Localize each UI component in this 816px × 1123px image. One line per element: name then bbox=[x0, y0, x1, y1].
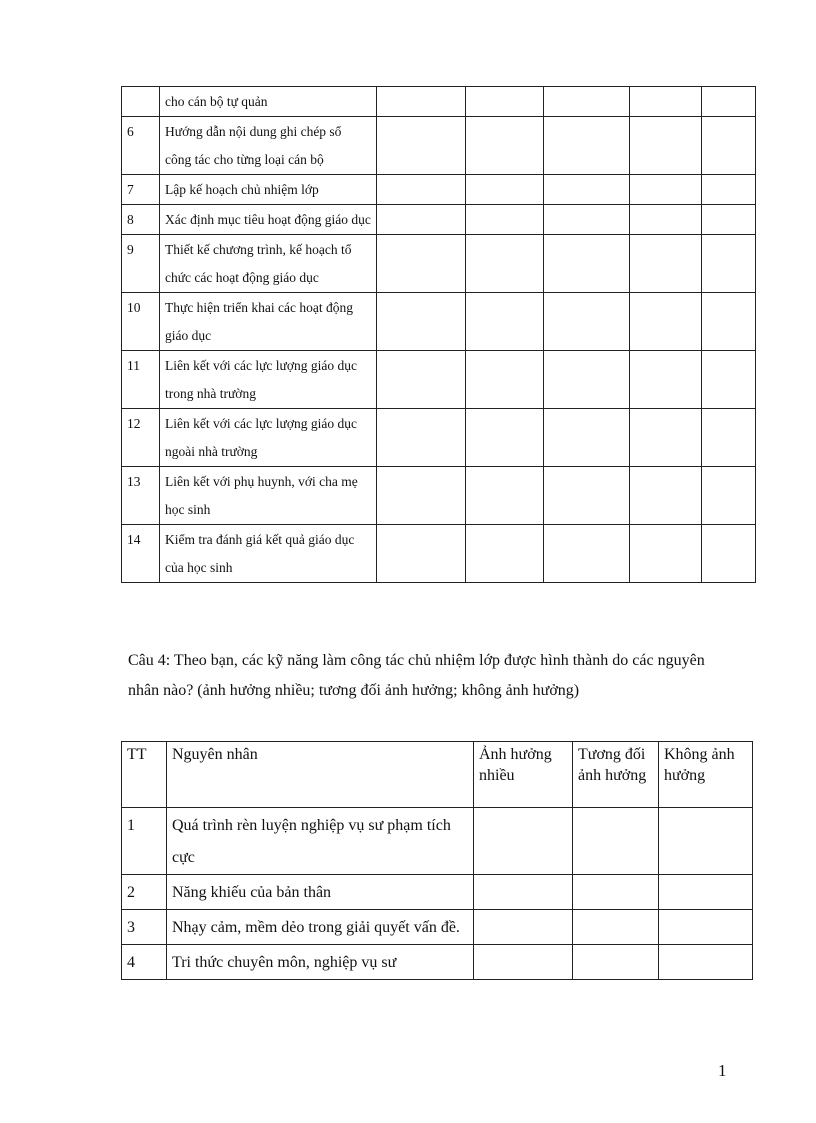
row-text: Xác định mục tiêu hoạt động giáo dục bbox=[160, 205, 377, 235]
table-row bbox=[122, 175, 756, 205]
header-tt: TT bbox=[122, 742, 167, 808]
row-text: Thực hiện triển khai các hoạt động giáo dục bbox=[160, 293, 377, 351]
row-text: Năng khiếu của bản thân bbox=[167, 875, 474, 910]
row-number: 11 bbox=[122, 351, 160, 409]
row-number: 8 bbox=[122, 205, 160, 235]
row-number: 2 bbox=[122, 875, 167, 910]
table-row bbox=[122, 875, 753, 910]
row-number: 3 bbox=[122, 910, 167, 945]
row-number: 13 bbox=[122, 467, 160, 525]
causes-table bbox=[121, 741, 753, 980]
question-text: Câu 4: Theo bạn, các kỹ năng làm công tác chủ nhiệm lớp được hình thành do các nguyên nhân nào? (ảnh hưởng nhiều; tương đối ảnh hưởng; không ảnh hưởng) bbox=[128, 652, 705, 699]
header-none: Không ảnh hưởng bbox=[659, 742, 753, 808]
table-row bbox=[122, 808, 753, 875]
row-text: Quá trình rèn luyện nghiệp vụ sư phạm tích cực bbox=[167, 808, 474, 875]
page-number: 1 bbox=[718, 1061, 727, 1080]
row-text: Hướng dẫn nội dung ghi chép sổ công tác cho từng loại cán bộ bbox=[160, 117, 377, 175]
row-text: cho cán bộ tự quản bbox=[160, 87, 377, 117]
row-number: 9 bbox=[122, 235, 160, 293]
row-text: Kiểm tra đánh giá kết quả giáo dục của học sinh bbox=[160, 525, 377, 583]
table-row bbox=[122, 910, 753, 945]
skills-table bbox=[121, 86, 756, 583]
header-cause: Nguyên nhân bbox=[167, 742, 474, 808]
row-text: Liên kết với các lực lượng giáo dục trong nhà trường bbox=[160, 351, 377, 409]
row-number: 14 bbox=[122, 525, 160, 583]
row-number: 10 bbox=[122, 293, 160, 351]
header-relative: Tương đối ảnh hưởng bbox=[573, 742, 659, 808]
table-row bbox=[122, 409, 756, 467]
table-row bbox=[122, 293, 756, 351]
table-row bbox=[122, 235, 756, 293]
table-row bbox=[122, 205, 756, 235]
table-row bbox=[122, 351, 756, 409]
header-much: Ảnh hưởng nhiều bbox=[474, 742, 573, 808]
table-row bbox=[122, 525, 756, 583]
row-text: Nhạy cảm, mềm dẻo trong giải quyết vấn đề. bbox=[167, 910, 474, 945]
row-text: Thiết kế chương trình, kế hoạch tổ chức các hoạt động giáo dục bbox=[160, 235, 377, 293]
table-row bbox=[122, 467, 756, 525]
row-text: Liên kết với các lực lượng giáo dục ngoài nhà trường bbox=[160, 409, 377, 467]
row-number: 6 bbox=[122, 117, 160, 175]
table-row bbox=[122, 945, 753, 980]
row-text: Tri thức chuyên môn, nghiệp vụ sư bbox=[167, 945, 474, 980]
table-row bbox=[122, 117, 756, 175]
row-text: Liên kết với phụ huynh, với cha mẹ học sinh bbox=[160, 467, 377, 525]
row-text: Lập kế hoạch chủ nhiệm lớp bbox=[160, 175, 377, 205]
row-number: 7 bbox=[122, 175, 160, 205]
table-header-row bbox=[122, 742, 753, 808]
table-row bbox=[122, 87, 756, 117]
row-number: 12 bbox=[122, 409, 160, 467]
row-number: 4 bbox=[122, 945, 167, 980]
row-number: 1 bbox=[122, 808, 167, 875]
row-number bbox=[122, 87, 160, 117]
